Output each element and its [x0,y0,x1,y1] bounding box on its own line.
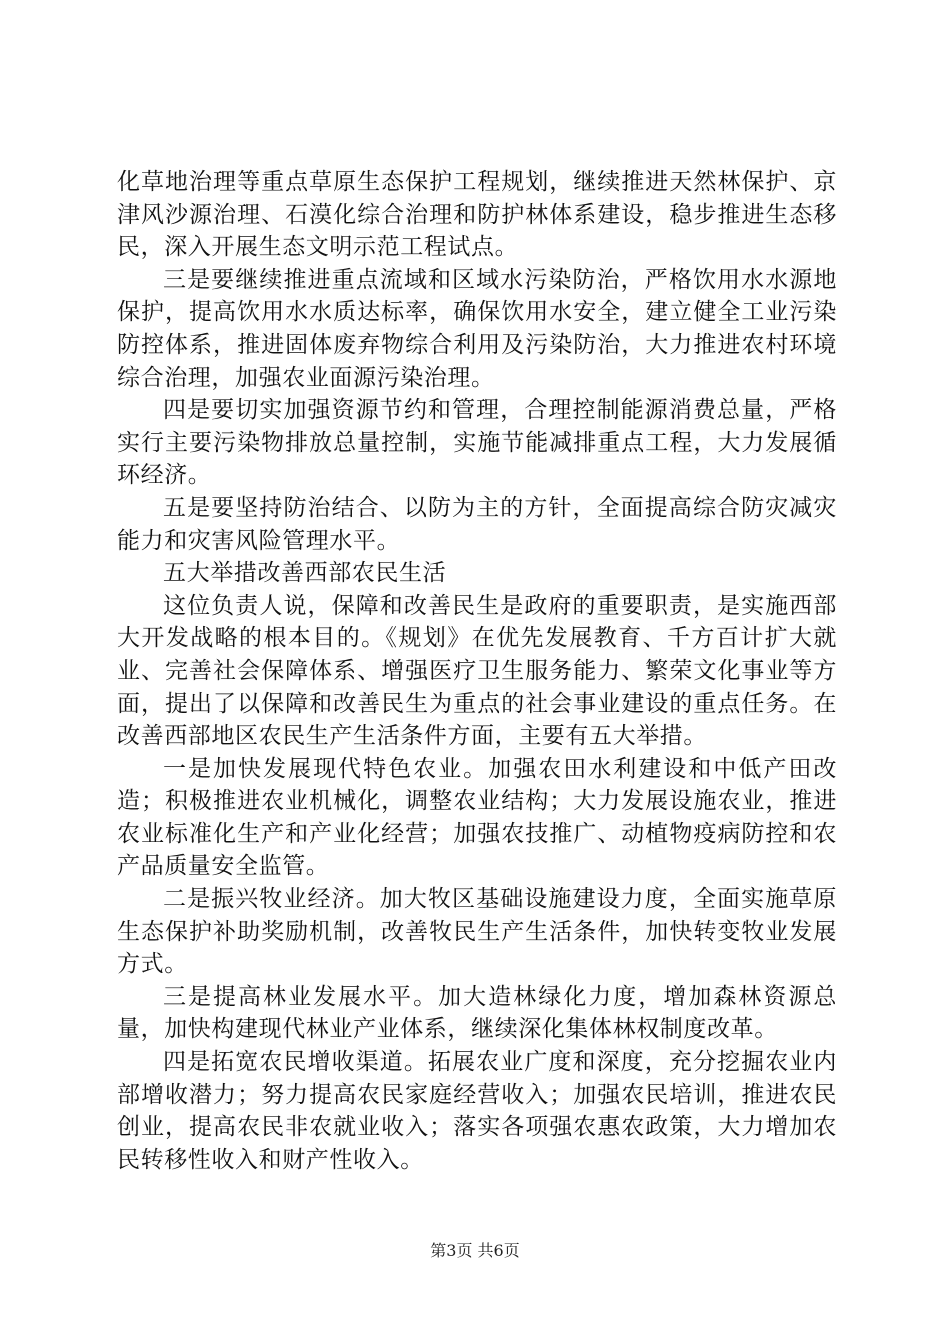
paragraph-4: 五是要坚持防治结合、以防为主的方针，全面提高综合防灾减灾能力和灾害风险管理水平。 [117,494,837,554]
paragraph-10: 四是拓宽农民增收渠道。拓展农业广度和深度，充分挖掘农业内部增收潜力；努力提高农民家庭经营收入；加强农民培训，推进农民创业，提高农民非农就业收入；落实各项强农惠农政策，大力增加农民转移性收入和财产性收入。 [117,1049,837,1173]
paragraph-7: 一是加快发展现代特色农业。加强农田水利建设和中低产田改造；积极推进农业机械化，调整农业结构；大力发展设施农业，推进农业标准化生产和产业化经营；加强农技推广、动植物疫病防控和农产品质量安全监管。 [117,755,837,880]
section-heading: 五大举措改善西部农民生活 [163,560,447,587]
paragraph-1: 化草地治理等重点草原生态保护工程规划，继续推进天然林保护、京津风沙源治理、石漠化综合治理和防护林体系建设，稳步推进生态移民，深入开展生态文明示范工程试点。 [117,169,837,261]
paragraph-6: 这位负责人说，保障和改善民生是政府的重要职责，是实施西部大开发战略的根本目的。《规划》在优先发展教育、千方百计扩大就业、完善社会保障体系、增强医疗卫生服务能力、繁荣文化事业等方面，提出了以保障和改善民生为重点的社会事业建设的重点任务。在改善西部地区农民生产生活条件方面，主要有五大举措。 [117,592,837,750]
document-body [117,166,837,1176]
page-number-footer: 第3页 共6页 [430,1241,520,1260]
paragraph-2: 三是要继续推进重点流域和区域水污染防治，严格饮用水水源地保护，提高饮用水水质达标率，确保饮用水安全，建立健全工业污染防控体系，推进固体废弃物综合利用及污染防治，大力推进农村环境综合治理，加强农业面源污染治理。 [117,266,837,391]
paragraph-3: 四是要切实加强资源节约和管理，合理控制能源消费总量，严格实行主要污染物排放总量控制，实施节能减排重点工程，大力发展循环经济。 [117,397,837,489]
paragraph-8: 二是振兴牧业经济。加大牧区基础设施建设力度，全面实施草原生态保护补助奖励机制，改善牧民生产生活条件，加快转变牧业发展方式。 [117,886,837,978]
paragraph-9: 三是提高林业发展水平。加大造林绿化力度，增加森林资源总量，加快构建现代林业产业体系，继续深化集体林权制度改革。 [117,983,837,1043]
